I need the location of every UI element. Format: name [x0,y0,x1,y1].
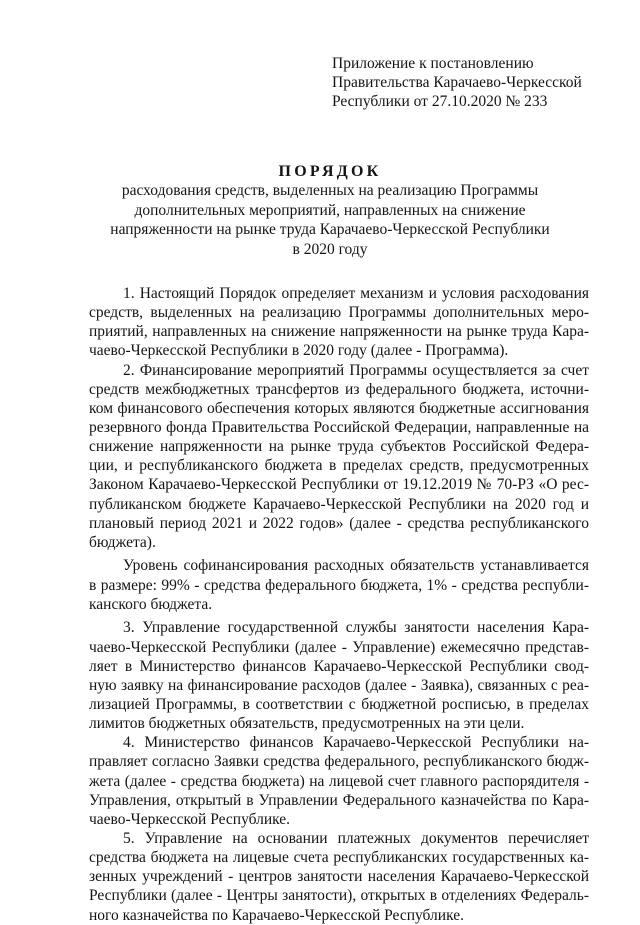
paragraph-line: зенных учреждений - центров занятости населения Карачаево-Черкесской [89,868,589,886]
paragraph-line: Республики (далее - Центры занятости), открытых в отделениях Федераль- [89,887,589,905]
paragraph-line: средства бюджета на лицевые счета республиканских государственных ка- [89,849,589,867]
paragraph-line: Управления, открытый в Управлении Федерального казначейства по Кара- [89,791,589,809]
paragraph-line: средств, выделенных на реализацию Программы дополнительных меро- [89,304,589,322]
paragraph-line: чаево-Черкесской Республике. [89,810,291,828]
paragraph-line: резервного фонда Правительства Российской Федерации, направленные на [89,418,589,436]
paragraph-5 [89,829,589,925]
paragraph-line: публиканском бюджете Карачаево-Черкесской Республики на 2020 год и [89,495,589,513]
document-title: ПОРЯДОК [278,163,382,180]
paragraph-line: ком финансового обеспечения которых являются бюджетные ассигнования [89,399,589,417]
paragraph-line: 5. Управление на основании платежных документов перечисляет [123,829,589,847]
document-subtitle [60,181,600,259]
paragraph-4 [89,733,589,829]
paragraph-line: в размере: 99% - средства федерального бюджета, 1% - средства республи- [89,576,589,594]
paragraph-line: приятий, направленных на снижение напряженности на рынке труда Кара- [89,323,589,341]
paragraph-line: ляет в Министерство финансов Карачаево-Черкесской Республики свод- [89,657,589,675]
paragraph-line: ную заявку на финансирование расходов (далее - Заявка), связанных с реа- [89,676,589,694]
paragraph-line: 3. Управление государственной службы занятости населения Кара- [123,619,589,637]
paragraph-line: средств межбюджетных трансфертов из федерального бюджета, источни- [89,380,589,398]
paragraph-line: снижение напряженности на рынке труда субъектов Российской Федера- [89,438,589,456]
paragraph-3 [89,618,589,733]
paragraph-line: ного казначейства по Карачаево-Черкесской Республике. [89,906,464,924]
approval-stamp [332,54,622,111]
paragraph-line: 2. Финансирование мероприятий Программы осуществляется за счет [123,361,589,379]
paragraph-cofinancing [89,556,589,613]
approval-line: Приложение к постановлению [332,55,534,72]
subtitle-line: дополнительных мероприятий, направленных на снижение [134,201,526,219]
paragraph-line: бюджета). [89,533,156,551]
approval-line: Республики от 27.10.2020 № 233 [332,93,548,110]
paragraph-line: лимитов бюджетных обязательств, предусмотренных на эти цели. [89,715,525,733]
paragraph-line: чаево-Черкесской Республики (далее - Управление) ежемесячно представ- [89,638,589,656]
subtitle-line: в 2020 году [292,240,368,258]
paragraph-line: жета (далее - средства бюджета) на лицевой счет главного распорядителя - [89,772,589,790]
paragraph-1 [89,284,589,361]
paragraph-line: 4. Министерство финансов Карачаево-Черкесской Республики на- [123,734,589,752]
subtitle-line: расходования средств, выделенных на реализацию Программы [121,182,539,199]
paragraph-line: лизацией Программы, в соответствии с бюджетной росписью, в пределах [89,695,589,713]
paragraph-line: Уровень софинансирования расходных обязательств устанавливается [123,557,589,575]
subtitle-line: напряженности на рынке труда Карачаево-Черкесской Республики [110,221,550,238]
paragraph-2 [89,361,589,552]
document-body [89,284,589,925]
paragraph-line: ции, и республиканского бюджета в пределах средств, предусмотренных [89,457,589,475]
paragraph-line: Законом Карачаево-Черкесской Республики от 19.12.2019 № 70-РЗ «О рес- [89,476,589,494]
paragraph-line: плановый период 2021 и 2022 годов» (далее - средства республиканского [89,514,589,532]
paragraph-line: канского бюджета. [89,595,213,613]
approval-line: Правительства Карачаево-Черкесской [332,74,582,91]
paragraph-line: чаево-Черкесской Республики в 2020 году (далее - Программа). [89,342,509,360]
paragraph-line: 1. Настоящий Порядок определяет механизм и условия расходования [123,285,589,302]
paragraph-line: правляет согласно Заявки средства федерального, республиканского бюдж- [89,753,589,771]
